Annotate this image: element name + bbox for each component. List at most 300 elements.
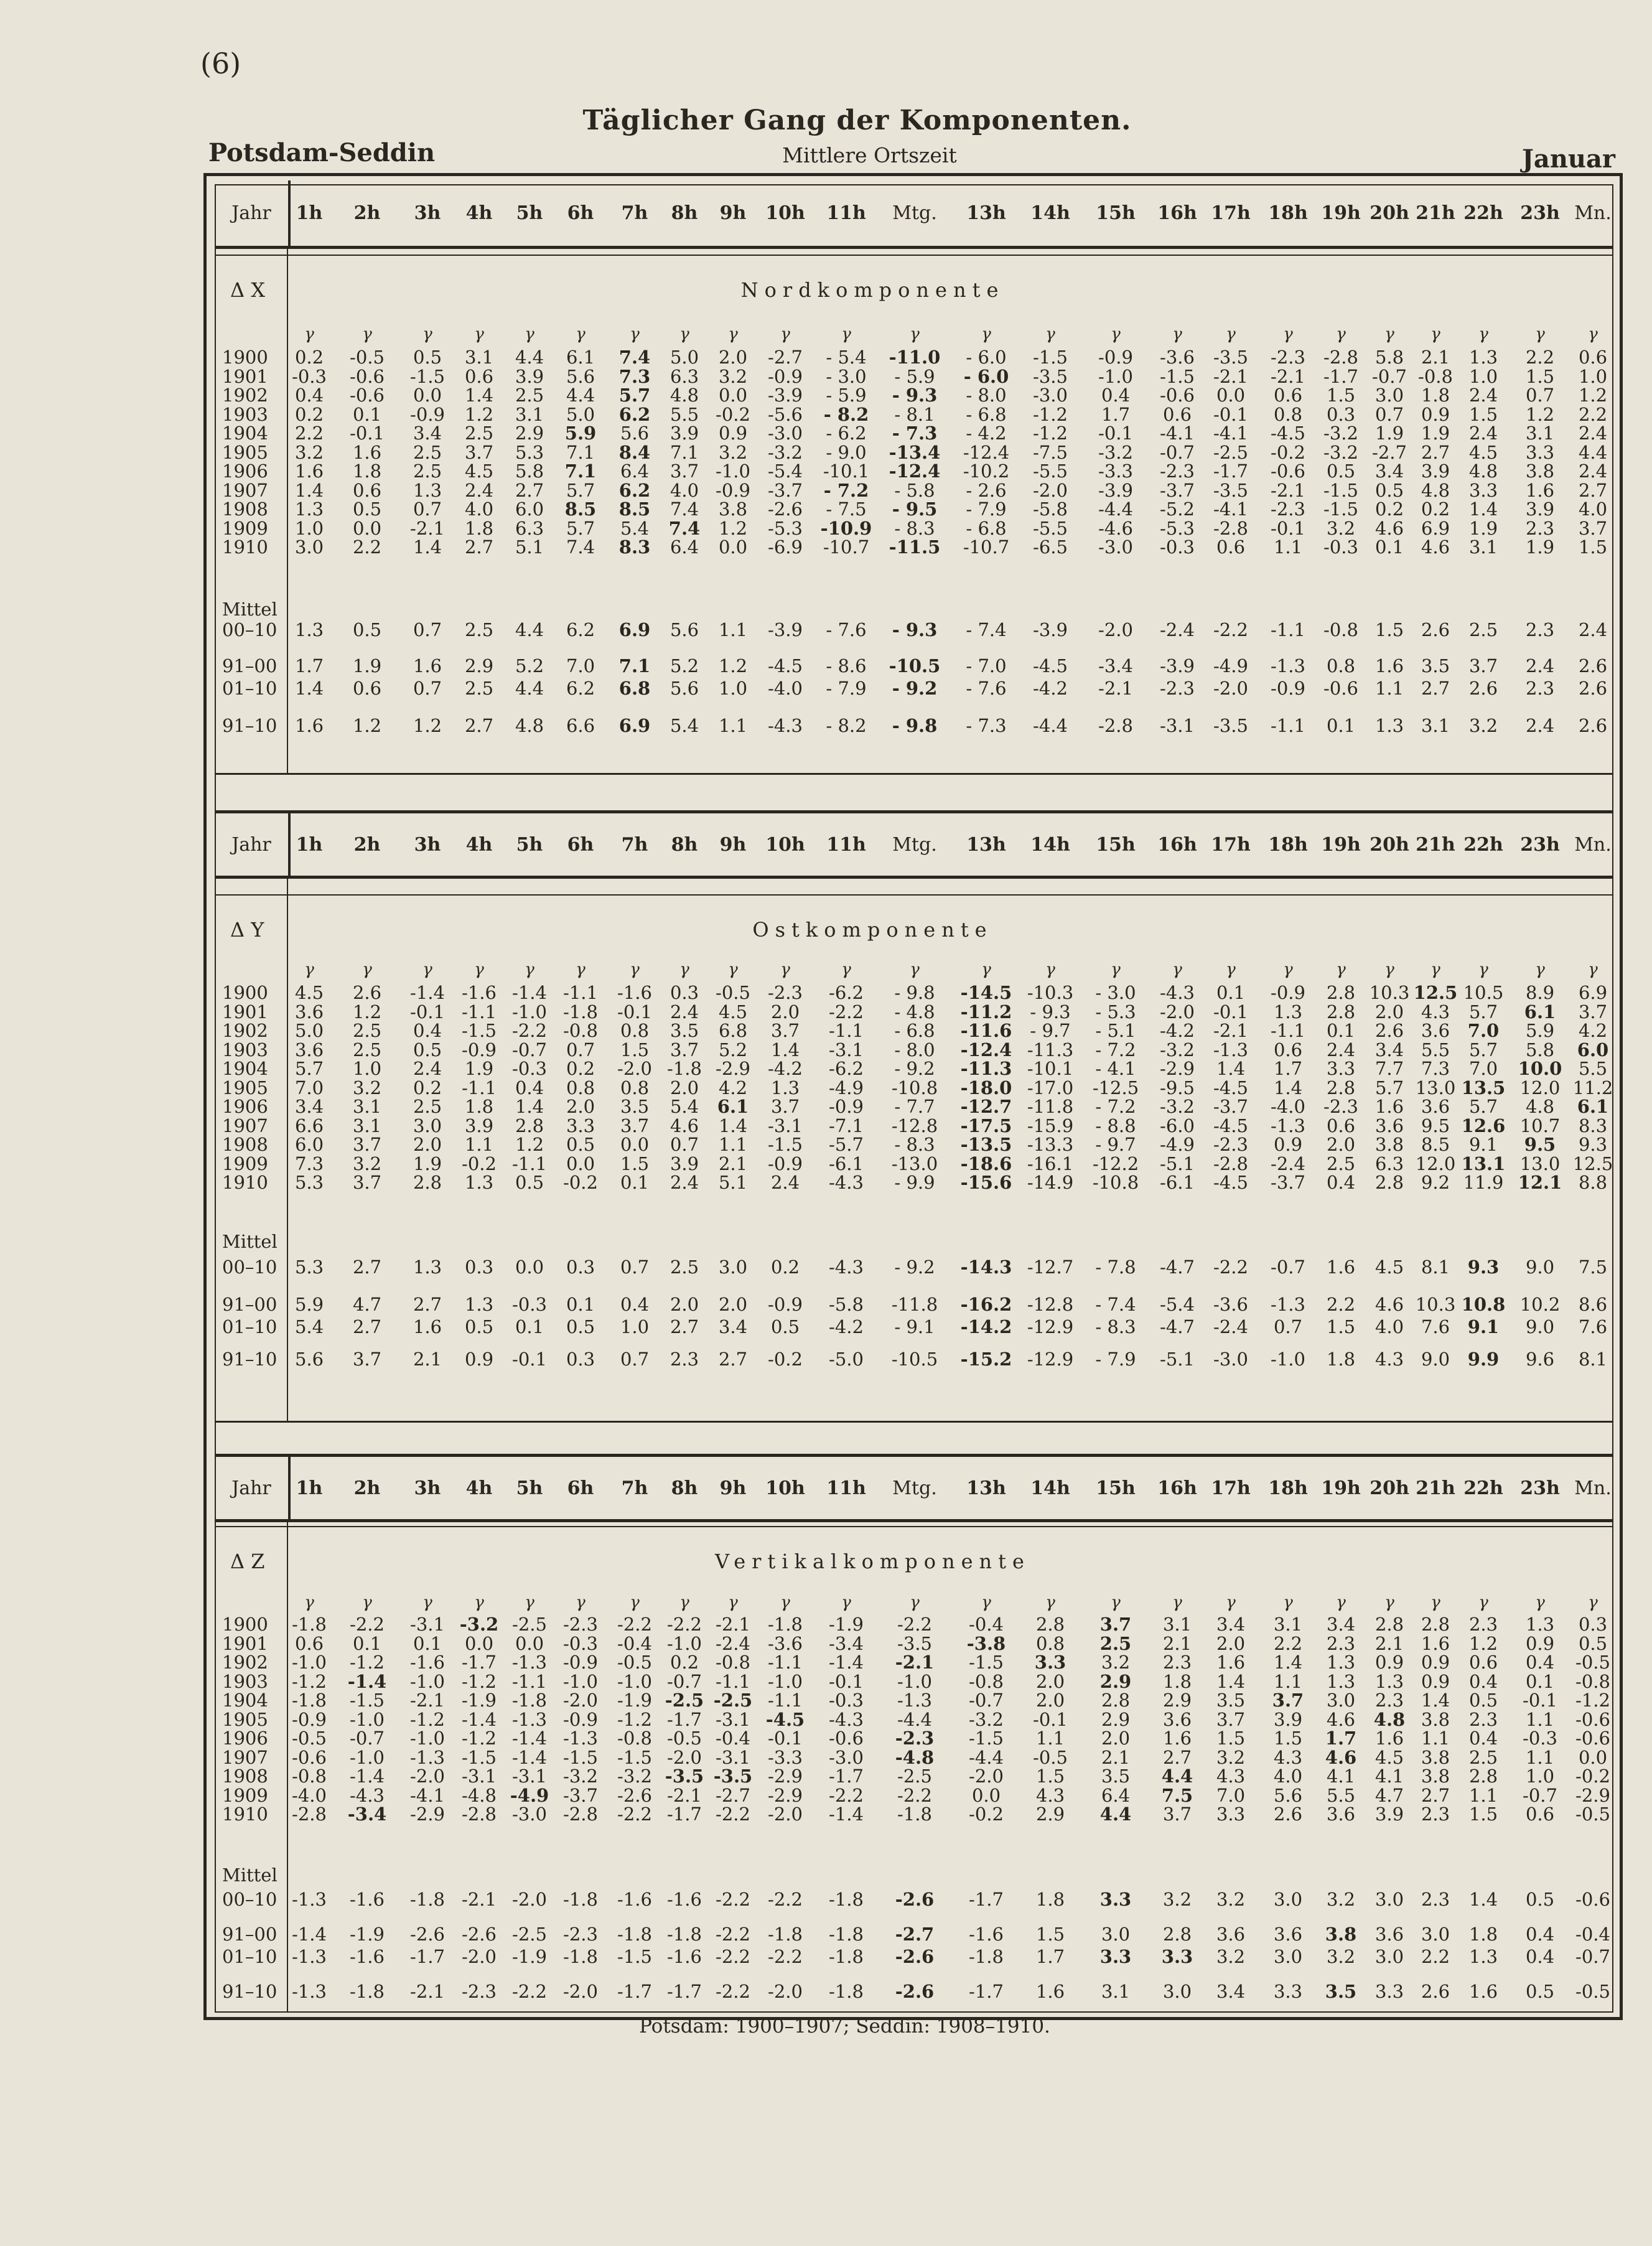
value-cell: -1.7 bbox=[829, 1766, 864, 1787]
value-cell: -14.9 bbox=[1027, 1172, 1074, 1193]
value-cell: 1.0 bbox=[1525, 1766, 1555, 1787]
hour-header-cell: Mn. bbox=[1574, 833, 1612, 856]
value-cell: 3.5 bbox=[1421, 655, 1450, 676]
unit-symbol: γ bbox=[1172, 1593, 1182, 1612]
value-cell: 2.0 bbox=[1374, 1001, 1404, 1022]
value-cell: -0.3 bbox=[1523, 1728, 1557, 1749]
value-cell: 1.4 bbox=[294, 678, 324, 699]
value-cell: 3.1 bbox=[515, 403, 544, 425]
hour-header-cell: 8h bbox=[671, 833, 698, 856]
value-cell: 1.5 bbox=[1035, 1766, 1065, 1787]
value-cell: - 7.2 bbox=[1095, 1039, 1136, 1060]
value-cell: -0.9 bbox=[292, 1708, 327, 1730]
value-cell: 3.5 bbox=[620, 1096, 650, 1117]
value-cell: - 9.2 bbox=[894, 1058, 935, 1079]
value-cell: -3.6 bbox=[1213, 1294, 1248, 1315]
value-cell: 8.9 bbox=[1525, 982, 1555, 1003]
hour-header-cell: 5h bbox=[516, 833, 543, 856]
value-cell: 2.0 bbox=[1216, 1632, 1246, 1654]
value-cell: -0.7 bbox=[1372, 365, 1407, 387]
value-cell: 6.2 bbox=[618, 479, 651, 501]
component-name: Nordkomponente bbox=[740, 278, 1005, 302]
value-cell: -4.0 bbox=[292, 1784, 327, 1806]
value-cell: 2.8 bbox=[1374, 1172, 1404, 1193]
value-cell: -12.4 bbox=[889, 461, 941, 482]
value-cell: 2.9 bbox=[1099, 1670, 1132, 1692]
value-cell: -0.1 bbox=[617, 1001, 652, 1022]
value-cell: 3.0 bbox=[294, 536, 324, 558]
unit-symbol: γ bbox=[910, 1593, 920, 1612]
value-cell: -1.5 bbox=[969, 1652, 1004, 1673]
year-cell: 01–10 bbox=[222, 1316, 278, 1337]
value-cell: - 4.2 bbox=[966, 423, 1007, 444]
value-cell: - 9.7 bbox=[1095, 1134, 1136, 1155]
unit-symbol: γ bbox=[1384, 325, 1394, 344]
hour-header-cell: 9h bbox=[719, 1477, 747, 1499]
value-cell: -1.1 bbox=[716, 1670, 750, 1692]
value-cell: 0.4 bbox=[1468, 1728, 1498, 1749]
value-cell: 3.6 bbox=[1421, 1096, 1450, 1117]
value-cell: - 9.0 bbox=[826, 441, 867, 463]
value-cell: -4.1 bbox=[410, 1784, 445, 1806]
hour-header-cell: 22h bbox=[1463, 1477, 1503, 1499]
value-cell: -1.8 bbox=[829, 1981, 864, 2002]
hour-header-cell: 5h bbox=[516, 202, 543, 224]
value-cell: -10.5 bbox=[891, 1349, 938, 1370]
value-cell: -4.5 bbox=[1033, 655, 1068, 676]
value-cell: -1.6 bbox=[410, 1652, 445, 1673]
value-cell: 0.4 bbox=[413, 1020, 442, 1041]
value-cell: -1.8 bbox=[667, 1058, 702, 1079]
value-cell: 1.4 bbox=[294, 479, 324, 501]
hour-header-cell: 4h bbox=[465, 1477, 493, 1499]
value-cell: -2.0 bbox=[1213, 678, 1248, 699]
unit-symbol: γ bbox=[1172, 960, 1182, 979]
value-cell: -1.0 bbox=[410, 1728, 445, 1749]
value-cell: -6.2 bbox=[829, 982, 864, 1003]
value-cell: -3.0 bbox=[768, 423, 803, 444]
value-cell: 0.5 bbox=[352, 619, 382, 640]
hour-header-cell: 7h bbox=[621, 1477, 648, 1499]
value-cell: -1.1 bbox=[563, 982, 598, 1003]
value-cell: 6.2 bbox=[566, 619, 595, 640]
value-cell: -4.4 bbox=[897, 1708, 932, 1730]
value-cell: 2.8 bbox=[1468, 1766, 1498, 1787]
value-cell: 2.7 bbox=[1421, 441, 1450, 463]
value-cell: 5.7 bbox=[1374, 1077, 1404, 1098]
value-cell: 0.8 bbox=[1326, 655, 1356, 676]
value-cell: -4.5 bbox=[765, 1708, 805, 1730]
value-cell: -0.6 bbox=[829, 1728, 864, 1749]
value-cell: 1.8 bbox=[1326, 1349, 1356, 1370]
value-cell: 6.3 bbox=[1374, 1153, 1404, 1174]
value-cell: -11.3 bbox=[960, 1058, 1012, 1079]
value-cell: 3.1 bbox=[352, 1115, 382, 1136]
value-cell: -3.5 bbox=[713, 1766, 753, 1787]
unit-symbol: γ bbox=[1588, 960, 1598, 979]
value-cell: -2.8 bbox=[1323, 347, 1358, 368]
value-cell: 1.7 bbox=[1325, 1728, 1357, 1749]
hour-header-cell: 15h bbox=[1096, 1477, 1136, 1499]
year-cell: 1900 bbox=[222, 982, 268, 1003]
value-cell: 2.9 bbox=[515, 423, 544, 444]
value-cell: -2.8 bbox=[563, 1804, 598, 1825]
value-cell: 1.5 bbox=[1326, 385, 1356, 406]
value-cell: - 7.7 bbox=[894, 1096, 935, 1117]
value-cell: 0.6 bbox=[1273, 385, 1303, 406]
unit-symbol: γ bbox=[304, 960, 314, 979]
value-cell: 10.8 bbox=[1461, 1294, 1506, 1315]
value-cell: -3.1 bbox=[1160, 715, 1195, 736]
value-cell: 3.6 bbox=[1216, 1924, 1246, 1945]
value-cell: 2.7 bbox=[464, 536, 494, 558]
unit-symbol: γ bbox=[1283, 1593, 1293, 1612]
value-cell: 3.2 bbox=[1216, 1946, 1246, 1967]
value-cell: -6.9 bbox=[768, 536, 803, 558]
value-cell: -0.7 bbox=[667, 1670, 702, 1692]
unit-symbol: γ bbox=[1283, 325, 1293, 344]
value-cell: -0.1 bbox=[1523, 1690, 1557, 1711]
value-cell: 0.7 bbox=[620, 1349, 650, 1370]
value-cell: -1.6 bbox=[462, 982, 497, 1003]
value-cell: -0.3 bbox=[563, 1632, 598, 1654]
value-cell: - 7.4 bbox=[966, 619, 1007, 640]
value-cell: 3.6 bbox=[294, 1039, 324, 1060]
value-cell: -2.1 bbox=[895, 1652, 935, 1673]
hour-header-cell: 6h bbox=[567, 1477, 594, 1499]
value-cell: 2.8 bbox=[413, 1172, 442, 1193]
value-cell: -14.5 bbox=[960, 982, 1012, 1003]
value-cell: 2.7 bbox=[1578, 479, 1608, 501]
value-cell: 2.2 bbox=[1421, 1946, 1450, 1967]
value-cell: 5.3 bbox=[294, 1256, 324, 1278]
unit-symbol: γ bbox=[1111, 1593, 1121, 1612]
value-cell: 3.5 bbox=[1101, 1766, 1131, 1787]
value-cell: -3.7 bbox=[1160, 479, 1195, 501]
value-cell: 2.3 bbox=[1162, 1652, 1192, 1673]
value-cell: 1.9 bbox=[464, 1058, 494, 1079]
value-cell: 0.2 bbox=[670, 1652, 699, 1673]
unit-symbol: γ bbox=[1430, 325, 1440, 344]
value-cell: 4.1 bbox=[1326, 1766, 1356, 1787]
page-title: Täglicher Gang der Komponenten. bbox=[582, 105, 1132, 136]
value-cell: 4.1 bbox=[1374, 1766, 1404, 1787]
value-cell: 1.2 bbox=[352, 715, 382, 736]
value-cell: 1.3 bbox=[1374, 715, 1404, 736]
unit-symbol: γ bbox=[841, 1593, 851, 1612]
value-cell: -3.4 bbox=[1098, 655, 1133, 676]
value-cell: 0.0 bbox=[718, 536, 748, 558]
value-cell: 1.3 bbox=[413, 479, 442, 501]
value-cell: 1.0 bbox=[294, 517, 324, 539]
value-cell: -3.4 bbox=[829, 1632, 864, 1654]
value-cell: -4.3 bbox=[829, 1708, 864, 1730]
value-cell: 0.0 bbox=[566, 1153, 595, 1174]
value-cell: -0.2 bbox=[716, 403, 750, 425]
value-cell: 3.7 bbox=[1162, 1804, 1192, 1825]
value-cell: 7.3 bbox=[1421, 1058, 1450, 1079]
value-cell: -4.3 bbox=[768, 715, 803, 736]
value-cell: - 8.1 bbox=[894, 403, 935, 425]
value-cell: 7.0 bbox=[1216, 1784, 1246, 1806]
value-cell: -11.5 bbox=[889, 536, 941, 558]
value-cell: 6.0 bbox=[515, 498, 544, 520]
year-cell: 1901 bbox=[222, 1001, 268, 1022]
value-cell: 9.5 bbox=[1421, 1115, 1450, 1136]
value-cell: -2.2 bbox=[617, 1614, 652, 1635]
value-cell: 5.6 bbox=[1273, 1784, 1303, 1806]
value-cell: 2.7 bbox=[515, 479, 544, 501]
value-cell: -1.4 bbox=[347, 1670, 387, 1692]
value-cell: -0.3 bbox=[292, 365, 327, 387]
value-cell: -2.2 bbox=[1213, 619, 1248, 640]
unit-symbol: γ bbox=[474, 325, 484, 344]
value-cell: 5.6 bbox=[620, 423, 650, 444]
value-cell: -2.6 bbox=[768, 498, 803, 520]
value-cell: 3.3 bbox=[1161, 1946, 1193, 1967]
value-cell: 1.3 bbox=[1468, 347, 1498, 368]
value-cell: 2.4 bbox=[1525, 715, 1555, 736]
year-cell: 1909 bbox=[222, 1784, 268, 1806]
value-cell: 4.3 bbox=[1374, 1349, 1404, 1370]
hour-header-cell: 3h bbox=[414, 833, 441, 856]
unit-symbol: γ bbox=[1430, 1593, 1440, 1612]
value-cell: -1.0 bbox=[1271, 1349, 1305, 1370]
value-cell: 0.2 bbox=[413, 1077, 442, 1098]
value-cell: 3.2 bbox=[294, 441, 324, 463]
value-cell: 0.5 bbox=[1468, 1690, 1498, 1711]
value-cell: 5.3 bbox=[515, 441, 544, 463]
value-cell: 2.3 bbox=[670, 1349, 699, 1370]
hour-header-cell: 7h bbox=[621, 833, 648, 856]
value-cell: 0.7 bbox=[620, 1256, 650, 1278]
value-cell: 2.3 bbox=[1468, 1614, 1498, 1635]
table-row bbox=[215, 619, 1613, 642]
value-cell: 7.0 bbox=[566, 655, 595, 676]
value-cell: -3.1 bbox=[716, 1746, 750, 1768]
value-cell: 2.5 bbox=[464, 678, 494, 699]
value-cell: -1.8 bbox=[512, 1690, 547, 1711]
value-cell: 0.0 bbox=[515, 1256, 544, 1278]
value-cell: -1.0 bbox=[768, 1670, 803, 1692]
value-cell: -2.0 bbox=[410, 1766, 445, 1787]
unit-symbol: γ bbox=[1478, 960, 1488, 979]
value-cell: 2.4 bbox=[1578, 461, 1608, 482]
value-cell: -2.0 bbox=[768, 1981, 803, 2002]
value-cell: -0.2 bbox=[969, 1804, 1004, 1825]
value-cell: 11.9 bbox=[1463, 1172, 1504, 1193]
hour-header-cell: 18h bbox=[1268, 1477, 1308, 1499]
value-cell: 1.3 bbox=[294, 619, 324, 640]
hour-header-cell: 2h bbox=[353, 833, 381, 856]
value-cell: -4.5 bbox=[1271, 423, 1305, 444]
value-cell: 5.4 bbox=[670, 715, 699, 736]
year-cell: 1905 bbox=[222, 1077, 268, 1098]
value-cell: 10.2 bbox=[1519, 1294, 1561, 1315]
value-cell: 2.8 bbox=[1326, 1077, 1356, 1098]
value-cell: 3.8 bbox=[1421, 1766, 1450, 1787]
value-cell: -0.9 bbox=[768, 1294, 803, 1315]
value-cell: 0.0 bbox=[620, 1134, 650, 1155]
value-cell: -7.1 bbox=[829, 1115, 864, 1136]
value-cell: 1.2 bbox=[718, 517, 748, 539]
value-cell: -14.3 bbox=[960, 1256, 1012, 1278]
value-cell: - 6.8 bbox=[894, 1020, 935, 1041]
value-cell: -3.5 bbox=[1033, 365, 1068, 387]
value-cell: 7.1 bbox=[566, 441, 595, 463]
value-cell: 1.6 bbox=[1162, 1728, 1192, 1749]
value-cell: 1.3 bbox=[464, 1172, 494, 1193]
hour-header-cell: 21h bbox=[1416, 1477, 1455, 1499]
value-cell: -0.7 bbox=[512, 1039, 547, 1060]
value-cell: 3.0 bbox=[1374, 1946, 1404, 1967]
value-cell: 9.3 bbox=[1467, 1256, 1500, 1278]
value-cell: 1.0 bbox=[1578, 365, 1608, 387]
value-cell: - 7.2 bbox=[1095, 1096, 1136, 1117]
value-cell: 7.7 bbox=[1374, 1058, 1404, 1079]
value-cell: -5.8 bbox=[1033, 498, 1068, 520]
value-cell: 4.2 bbox=[718, 1077, 748, 1098]
value-cell: 2.2 bbox=[1578, 403, 1608, 425]
value-cell: - 8.8 bbox=[1095, 1115, 1136, 1136]
value-cell: -6.0 bbox=[1160, 1115, 1195, 1136]
value-cell: -3.7 bbox=[563, 1784, 598, 1806]
value-cell: 1.2 bbox=[413, 715, 442, 736]
value-cell: 1.8 bbox=[1162, 1670, 1192, 1692]
value-cell: -0.2 bbox=[768, 1349, 803, 1370]
hour-header-cell: 4h bbox=[465, 833, 493, 856]
year-cell: 01–10 bbox=[222, 678, 278, 699]
value-cell: 9.1 bbox=[1467, 1316, 1500, 1337]
value-cell: 1.7 bbox=[1035, 1946, 1065, 1967]
value-cell: 0.1 bbox=[1374, 536, 1404, 558]
value-cell: -4.2 bbox=[829, 1316, 864, 1337]
value-cell: 1.8 bbox=[464, 517, 494, 539]
value-cell: 3.3 bbox=[1468, 479, 1498, 501]
value-cell: - 9.1 bbox=[894, 1316, 935, 1337]
value-cell: 2.3 bbox=[1525, 517, 1555, 539]
value-cell: 2.7 bbox=[352, 1256, 382, 1278]
value-cell: 4.6 bbox=[1374, 1294, 1404, 1315]
value-cell: 5.9 bbox=[294, 1294, 324, 1315]
value-cell: -4.4 bbox=[1098, 498, 1133, 520]
value-cell: 7.4 bbox=[566, 536, 595, 558]
value-cell: 1.6 bbox=[1374, 655, 1404, 676]
value-cell: -1.7 bbox=[667, 1804, 702, 1825]
value-cell: 1.2 bbox=[352, 1001, 382, 1022]
value-cell: -1.0 bbox=[350, 1708, 385, 1730]
value-cell: -1.5 bbox=[1323, 479, 1358, 501]
value-cell: 1.0 bbox=[352, 1058, 382, 1079]
value-cell: -10.8 bbox=[891, 1077, 938, 1098]
value-cell: 3.9 bbox=[1525, 498, 1555, 520]
value-cell: -0.6 bbox=[1575, 1728, 1610, 1749]
value-cell: -0.6 bbox=[350, 385, 385, 406]
value-cell: 8.5 bbox=[1421, 1134, 1450, 1155]
hour-header-cell: 16h bbox=[1157, 833, 1197, 856]
value-cell: -1.8 bbox=[768, 1924, 803, 1945]
value-cell: 4.6 bbox=[1325, 1746, 1357, 1768]
value-cell: 8.4 bbox=[618, 441, 651, 463]
value-cell: -2.6 bbox=[462, 1924, 497, 1945]
value-cell: 2.0 bbox=[566, 1096, 595, 1117]
value-cell: - 9.7 bbox=[1030, 1020, 1071, 1041]
value-cell: -2.0 bbox=[969, 1766, 1004, 1787]
value-cell: -1.2 bbox=[462, 1728, 497, 1749]
value-cell: 3.0 bbox=[718, 1256, 748, 1278]
unit-symbol: γ bbox=[1336, 960, 1346, 979]
year-column-rule bbox=[287, 1522, 288, 2012]
hour-header-row bbox=[215, 810, 1613, 879]
value-cell: 0.9 bbox=[1421, 1652, 1450, 1673]
value-cell: 1.3 bbox=[1374, 1670, 1404, 1692]
value-cell: 0.7 bbox=[1374, 403, 1404, 425]
value-cell: 1.9 bbox=[1421, 423, 1450, 444]
value-cell: 5.4 bbox=[620, 517, 650, 539]
unit-symbol: γ bbox=[1111, 960, 1121, 979]
unit-symbol: γ bbox=[422, 1593, 432, 1612]
value-cell: - 7.3 bbox=[892, 423, 938, 444]
value-cell: 6.2 bbox=[618, 403, 651, 425]
value-cell: 1.1 bbox=[1525, 1746, 1555, 1768]
value-cell: 5.1 bbox=[515, 536, 544, 558]
value-cell: 1.6 bbox=[413, 655, 442, 676]
hour-header-cell: 11h bbox=[826, 1477, 866, 1499]
value-cell: -1.1 bbox=[462, 1001, 497, 1022]
value-cell: 4.4 bbox=[1161, 1766, 1193, 1787]
value-cell: 2.6 bbox=[352, 982, 382, 1003]
value-cell: 4.4 bbox=[515, 678, 544, 699]
value-cell: -4.5 bbox=[768, 655, 803, 676]
value-cell: 0.1 bbox=[413, 1632, 442, 1654]
value-cell: 2.8 bbox=[1326, 1001, 1356, 1022]
value-cell: - 9.2 bbox=[892, 678, 938, 699]
value-cell: -0.9 bbox=[1271, 678, 1305, 699]
value-cell: -3.9 bbox=[1098, 479, 1133, 501]
value-cell: 1.2 bbox=[1468, 1632, 1498, 1654]
section-rule bbox=[215, 255, 1613, 256]
value-cell: 0.0 bbox=[718, 385, 748, 406]
table-row bbox=[215, 1888, 1613, 1911]
footnote: Potsdam: 1900–1907; Seddin: 1908–1910. bbox=[639, 2015, 1050, 2038]
page-number: (6) bbox=[200, 47, 241, 80]
value-cell: - 9.8 bbox=[892, 715, 938, 736]
value-cell: 1.7 bbox=[294, 655, 324, 676]
value-cell: - 7.6 bbox=[966, 678, 1007, 699]
value-cell: 0.9 bbox=[1525, 1632, 1555, 1654]
value-cell: -7.5 bbox=[1033, 441, 1068, 463]
unit-symbol: γ bbox=[1384, 1593, 1394, 1612]
value-cell: -2.2 bbox=[512, 1981, 547, 2002]
value-cell: 4.8 bbox=[1373, 1708, 1406, 1730]
value-cell: -1.6 bbox=[667, 1889, 702, 1910]
value-cell: 3.4 bbox=[294, 1096, 324, 1117]
value-cell: -0.6 bbox=[1160, 385, 1195, 406]
value-cell: 0.8 bbox=[1035, 1632, 1065, 1654]
value-cell: - 8.3 bbox=[1095, 1316, 1136, 1337]
value-cell: - 8.3 bbox=[894, 517, 935, 539]
hour-header-cell: 14h bbox=[1030, 833, 1070, 856]
value-cell: -11.6 bbox=[960, 1020, 1012, 1041]
value-cell: 2.5 bbox=[413, 461, 442, 482]
value-cell: -1.8 bbox=[292, 1614, 327, 1635]
value-cell: 9.5 bbox=[1524, 1134, 1556, 1155]
value-cell: 6.9 bbox=[1421, 517, 1450, 539]
value-cell: -0.9 bbox=[768, 1153, 803, 1174]
value-cell: 4.5 bbox=[1374, 1256, 1404, 1278]
value-cell: 0.2 bbox=[294, 347, 324, 368]
value-cell: -1.8 bbox=[667, 1924, 702, 1945]
